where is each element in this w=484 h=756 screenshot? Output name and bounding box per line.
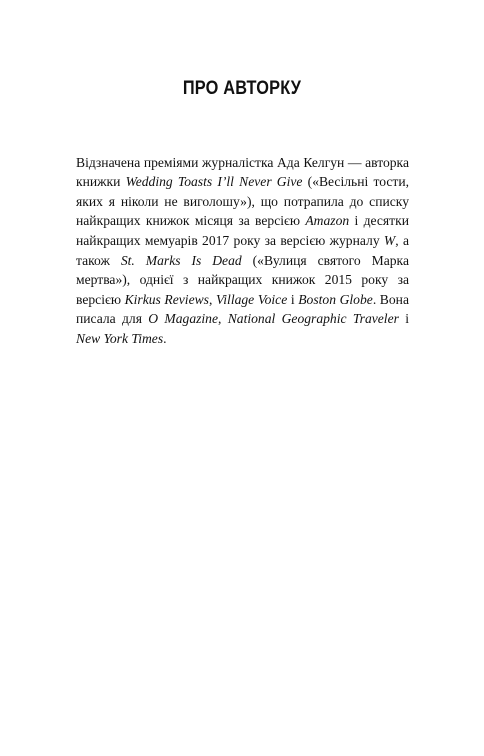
publication-name-italic: Kirkus Reviews (124, 291, 209, 307)
publication-name-italic: New York Times (76, 330, 164, 346)
bio-text: Відзначена преміями журналістка Ада Келгун — авторка книжки (76, 154, 409, 190)
publication-name-italic: W (383, 232, 396, 248)
publication-name-italic: O Magazine (148, 311, 219, 327)
bio-text: («Вулиця святого Марка мертва»), однієї з найкращих книжок 2015 року за версією (76, 252, 409, 307)
bio-text: і (287, 291, 299, 307)
book-title-italic: Wedding Toasts I’ll Never Give (125, 174, 303, 190)
publication-name-italic: Village Voice (215, 291, 288, 307)
bio-text: . Вона писала для (76, 291, 409, 327)
book-title-italic: St. Marks Is Dead (120, 252, 242, 268)
bio-text: і десятки найкращих мемуарів 2017 року за версією журналу (76, 213, 409, 248)
publication-name-italic: National Geographic Traveler (227, 311, 399, 327)
publication-name-italic: Boston Globe (298, 291, 373, 307)
bio-text: і (398, 311, 409, 327)
publication-name-italic: Amazon (305, 213, 350, 229)
bio-text: . (163, 330, 167, 346)
bio-text: , (218, 311, 228, 327)
bio-text: , а також (76, 232, 409, 268)
author-bio-paragraph (76, 153, 409, 349)
bio-text: («Весільні тости, яких я ніколи не виголошу»), що потрапила до списку найкращих книжок місяця за версією (76, 174, 410, 229)
page-title: ПРО АВТОРКУ (182, 78, 302, 99)
bio-text: , (208, 291, 216, 307)
